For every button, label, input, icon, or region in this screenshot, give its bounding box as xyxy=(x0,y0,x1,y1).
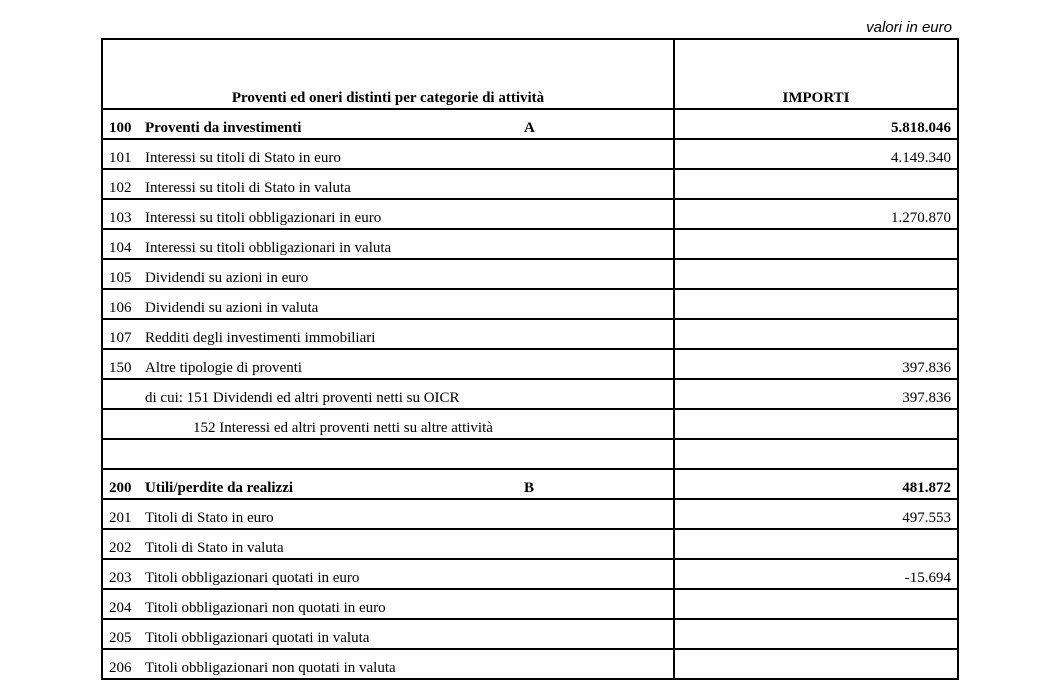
income-table xyxy=(101,38,959,680)
row-label: Dividendi su azioni in valuta xyxy=(145,300,319,316)
table-row xyxy=(102,499,958,529)
row-label: Utili/perdite da realizzi xyxy=(145,480,294,496)
table-row xyxy=(102,469,958,499)
row-amount: 397.836 xyxy=(674,349,958,379)
row-description xyxy=(102,559,674,589)
table-row xyxy=(102,349,958,379)
row-description xyxy=(102,289,674,319)
row-description xyxy=(102,619,674,649)
table-row xyxy=(102,109,958,139)
row-amount: 397.836 xyxy=(674,379,958,409)
row-label: di cui: 151 Dividendi ed altri proventi netti su OICR xyxy=(145,390,460,406)
row-code: 206 xyxy=(109,660,132,676)
table-row xyxy=(102,409,958,439)
row-label: Interessi su titoli obbligazionari in euro xyxy=(145,210,382,226)
row-label: Interessi su titoli obbligazionari in valuta xyxy=(145,240,392,256)
row-label: Titoli obbligazionari quotati in valuta xyxy=(145,630,370,646)
row-description xyxy=(102,139,674,169)
row-code: 103 xyxy=(109,210,132,226)
table-row xyxy=(102,529,958,559)
row-amount: 4.149.340 xyxy=(674,139,958,169)
row-label: Proventi da investimenti xyxy=(145,120,302,136)
table-row xyxy=(102,199,958,229)
row-code: 150 xyxy=(109,360,132,376)
row-label: Dividendi su azioni in euro xyxy=(145,270,309,286)
row-code: 105 xyxy=(109,270,132,286)
row-code: 204 xyxy=(109,600,132,616)
row-label: Titoli obbligazionari quotati in euro xyxy=(145,570,360,586)
row-description xyxy=(102,409,674,439)
unit-note: valori in euro xyxy=(866,19,952,36)
row-description xyxy=(102,349,674,379)
row-label: Altre tipologie di proventi xyxy=(145,360,303,376)
row-label: Interessi su titoli di Stato in valuta xyxy=(145,180,351,196)
row-code: 205 xyxy=(109,630,132,646)
row-label: Titoli di Stato in valuta xyxy=(145,540,284,556)
table-row xyxy=(102,229,958,259)
header-amount: IMPORTI xyxy=(674,39,958,109)
row-amount xyxy=(674,409,958,439)
row-label: Titoli obbligazionari non quotati in euro xyxy=(145,600,386,616)
table-row xyxy=(102,139,958,169)
row-label: Redditi degli investimenti immobiliari xyxy=(145,330,376,346)
row-description xyxy=(102,109,674,139)
row-amount: -15.694 xyxy=(674,559,958,589)
row-amount xyxy=(674,169,958,199)
table-row xyxy=(102,289,958,319)
row-code: 101 xyxy=(109,150,132,166)
section-letter: A xyxy=(524,120,535,136)
row-code: 200 xyxy=(109,480,132,496)
row-code: 106 xyxy=(109,300,132,316)
row-amount xyxy=(674,529,958,559)
row-description xyxy=(102,259,674,289)
row-amount: 5.818.046 xyxy=(674,109,958,139)
row-amount xyxy=(674,289,958,319)
row-description xyxy=(102,439,674,469)
row-code: 203 xyxy=(109,570,132,586)
row-description xyxy=(102,499,674,529)
row-description xyxy=(102,319,674,349)
row-amount xyxy=(674,619,958,649)
table-row xyxy=(102,379,958,409)
table-row xyxy=(102,619,958,649)
row-description xyxy=(102,469,674,499)
table-row xyxy=(102,589,958,619)
section-letter: B xyxy=(524,480,535,496)
table-row xyxy=(102,319,958,349)
table-row xyxy=(102,439,958,469)
row-amount xyxy=(674,259,958,289)
row-amount xyxy=(674,319,958,349)
row-code: 104 xyxy=(109,240,132,256)
row-label: Interessi su titoli di Stato in euro xyxy=(145,150,341,166)
row-description xyxy=(102,169,674,199)
row-code: 202 xyxy=(109,540,132,556)
row-description xyxy=(102,529,674,559)
row-code: 201 xyxy=(109,510,132,526)
row-amount xyxy=(674,229,958,259)
row-label: Titoli obbligazionari non quotati in valuta xyxy=(145,660,396,676)
row-code: 100 xyxy=(109,120,132,136)
row-code: 107 xyxy=(109,330,132,346)
table-body xyxy=(102,39,958,679)
row-code: 102 xyxy=(109,180,132,196)
row-label: 152 Interessi ed altri proventi netti su altre attività xyxy=(193,420,493,436)
table-row xyxy=(102,169,958,199)
row-amount: 497.553 xyxy=(674,499,958,529)
header-description: Proventi ed oneri distinti per categorie di attività xyxy=(102,39,674,109)
row-label: Titoli di Stato in euro xyxy=(145,510,274,526)
table-row xyxy=(102,559,958,589)
row-description xyxy=(102,379,674,409)
table-header-row xyxy=(102,39,958,109)
row-amount: 1.270.870 xyxy=(674,199,958,229)
row-amount: 481.872 xyxy=(674,469,958,499)
table-row xyxy=(102,259,958,289)
row-amount xyxy=(674,439,958,469)
row-description xyxy=(102,589,674,619)
row-description xyxy=(102,199,674,229)
row-amount xyxy=(674,589,958,619)
row-description xyxy=(102,229,674,259)
